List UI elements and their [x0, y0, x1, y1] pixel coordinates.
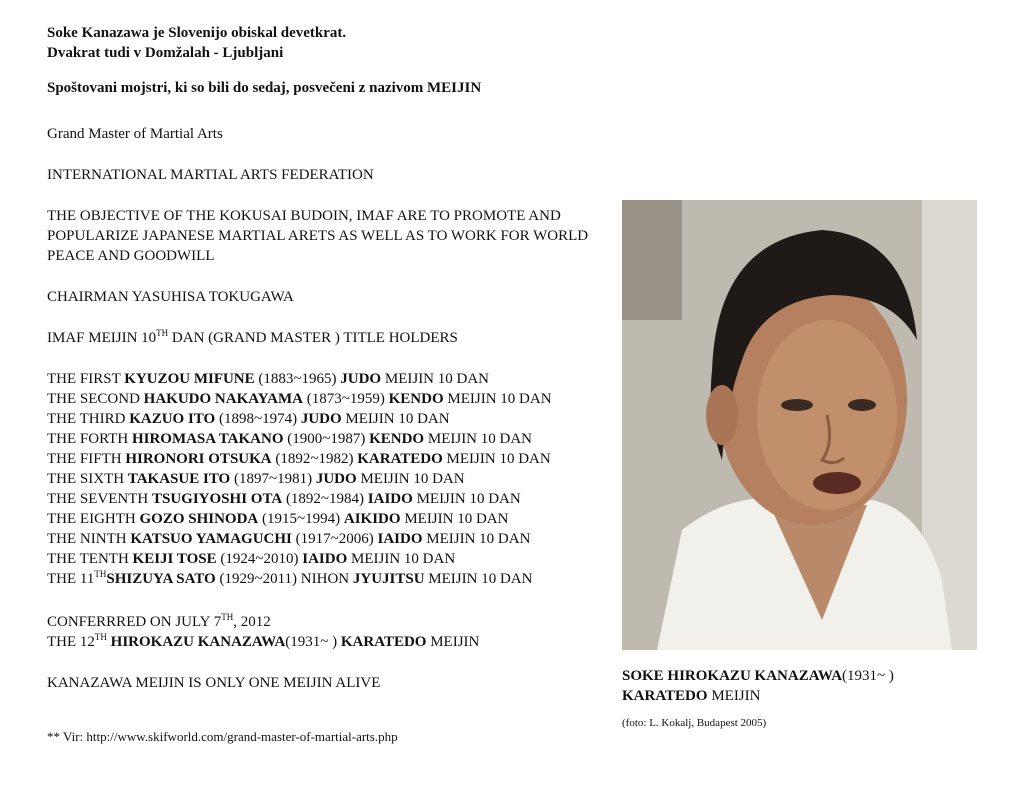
intro-line-masters: Spoštovani mojstri, ki so bili do sedaj, posvečeni z nazivom MEIJIN [47, 80, 482, 96]
caption-line-art: KARATEDO MEIJIN [622, 688, 761, 704]
list-item: THE EIGHTH GOZO SHINODA (1915~1994) AIKIDO MEIJIN 10 DAN [47, 511, 509, 527]
list-item: THE FORTH HIROMASA TAKANO (1900~1987) KENDO MEIJIN 10 DAN [47, 431, 533, 447]
source-footnote: ** Vir: http://www.skifworld.com/grand-master-of-martial-arts.php [47, 729, 398, 744]
photo-caption [622, 666, 894, 706]
photo-credit: (foto: L. Kokalj, Budapest 2005) [622, 717, 767, 729]
intro-line-domzale: Dvakrat tudi v Domžalah - Ljubljani [47, 45, 284, 61]
list-item: THE 11THSHIZUYA SATO (1929~2011) NIHON JYUJITSU MEIJIN 10 DAN [47, 569, 533, 587]
intro-line-visits: Soke Kanazawa je Slovenijo obiskal devetkrat. [47, 25, 347, 41]
twelfth-holder-line: THE 12TH HIROKAZU KANAZAWA(1931~ ) KARATEDO MEIJIN [47, 632, 480, 650]
list-item: THE FIRST KYUZOU MIFUNE (1883~1965) JUDO MEIJIN 10 DAN [47, 371, 490, 387]
federation-name: INTERNATIONAL MARTIAL ARTS FEDERATION [47, 167, 374, 183]
list-item: THE SEVENTH TSUGIYOSHI OTA (1892~1984) IAIDO MEIJIN 10 DAN [47, 491, 521, 507]
intro-block [47, 23, 607, 98]
conferred-line: CONFERRRED ON JULY 7TH, 2012 [47, 612, 271, 630]
portrait-photo [622, 200, 977, 650]
chairman-line: CHAIRMAN YASUHISA TOKUGAWA [47, 289, 294, 305]
portrait-illustration [622, 200, 977, 650]
title-holders-heading: IMAF MEIJIN 10TH DAN (GRAND MASTER ) TITLE HOLDERS [47, 328, 458, 346]
subtitle: Grand Master of Martial Arts [47, 126, 223, 142]
list-item: THE SIXTH TAKASUE ITO (1897~1981) JUDO MEIJIN 10 DAN [47, 471, 465, 487]
list-item: THE THIRD KAZUO ITO (1898~1974) JUDO MEIJIN 10 DAN [47, 411, 450, 427]
list-item: THE SECOND HAKUDO NAKAYAMA (1873~1959) KENDO MEIJIN 10 DAN [47, 391, 552, 407]
list-item: THE NINTH KATSUO YAMAGUCHI (1917~2006) IAIDO MEIJIN 10 DAN [47, 531, 531, 547]
list-item: THE FIFTH HIRONORI OTSUKA (1892~1982) KARATEDO MEIJIN 10 DAN [47, 451, 551, 467]
alive-note: KANAZAWA MEIJIN IS ONLY ONE MEIJIN ALIVE [47, 675, 381, 691]
objective-paragraph: THE OBJECTIVE OF THE KOKUSAI BUDOIN, IMAF ARE TO PROMOTE AND POPULARIZE JAPANESE MARTIAL ARETS AS WELL AS TO WORK FOR WORLD PEACE AND GOODWILL [47, 208, 589, 264]
list-item: THE TENTH KEIJI TOSE (1924~2010) IAIDO MEIJIN 10 DAN [47, 551, 456, 567]
caption-line-name: SOKE HIROKAZU KANAZAWA(1931~ ) [622, 668, 894, 684]
title-holders-list [47, 369, 552, 589]
